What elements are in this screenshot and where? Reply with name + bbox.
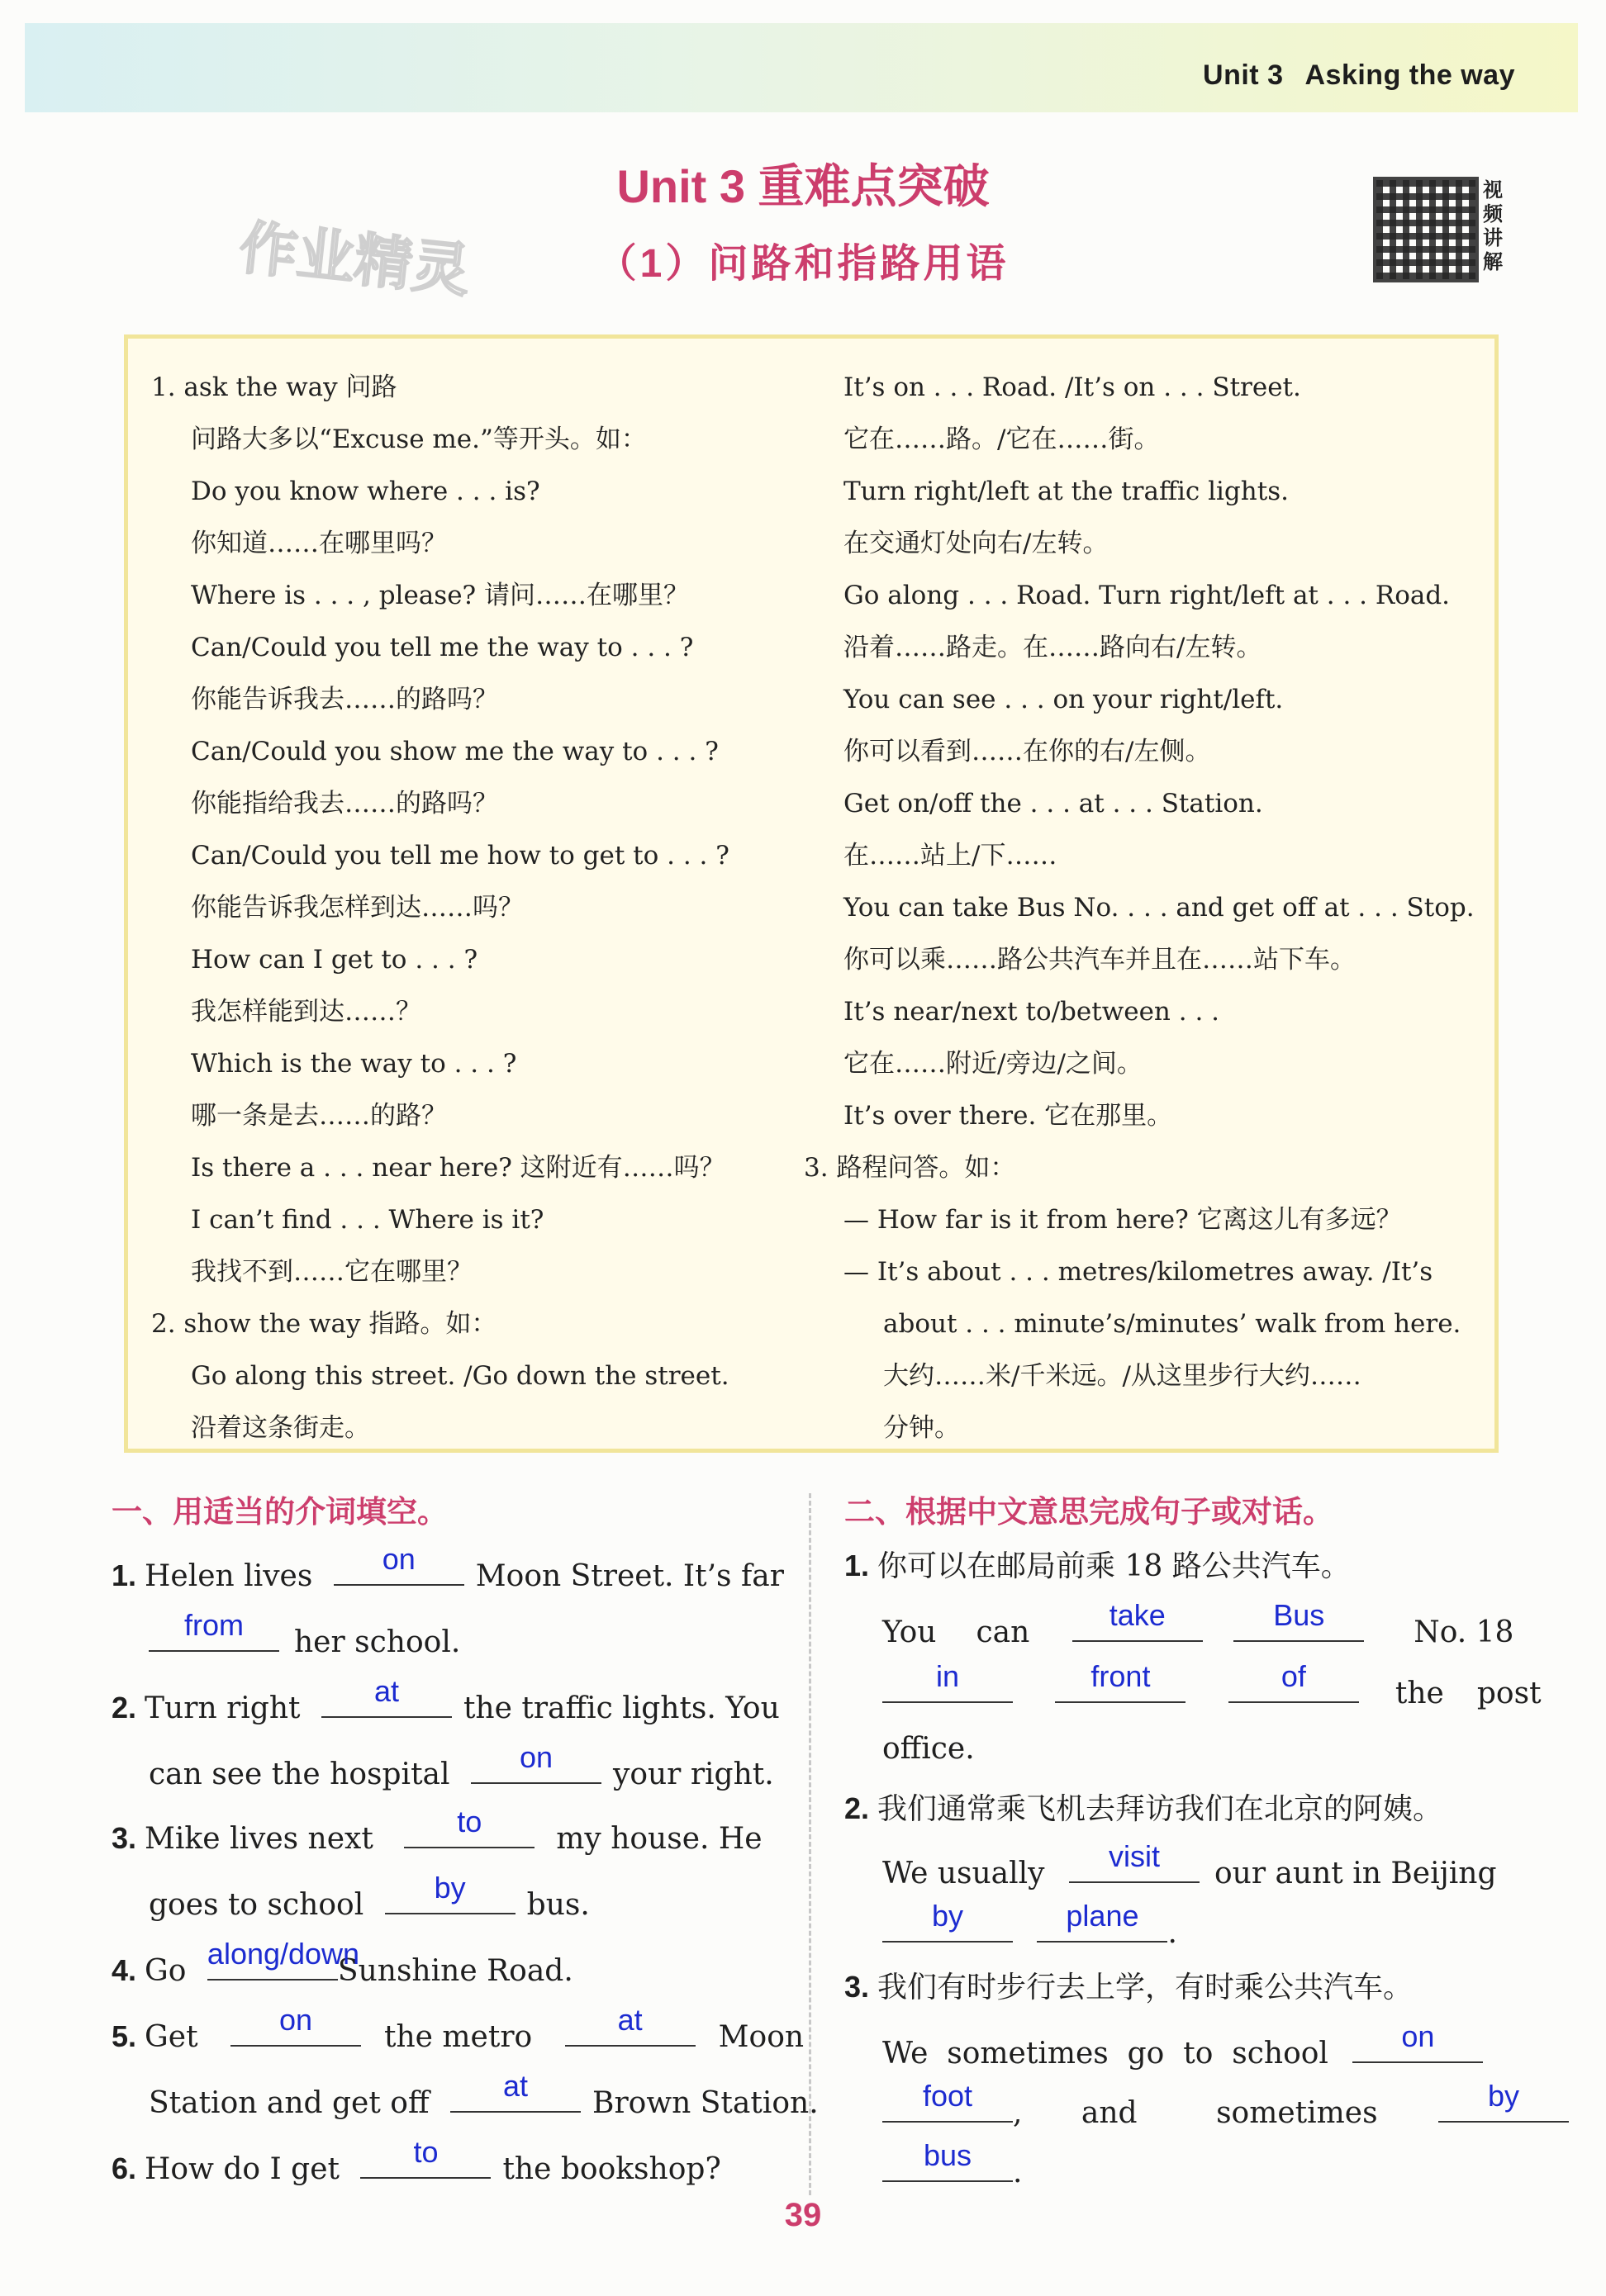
answer-blank[interactable]: by (385, 1883, 516, 1914)
box-text-line: It’s over there. 它在那里。 (843, 1101, 1173, 1131)
key-points-box (124, 334, 1499, 1453)
box-text-line: 你能告诉我怎样到达……吗？ (191, 893, 524, 923)
answer-blank[interactable]: along/down (207, 1949, 338, 1981)
answer-blank[interactable]: on (334, 1554, 464, 1586)
answer-blank[interactable]: on (230, 2015, 361, 2047)
box-text-line: 2. show the way 指路。如： (151, 1309, 497, 1339)
s2-question-3: 3. 我们有时步行去上学，有时乘公共汽车。 (844, 1970, 1414, 2004)
box-text-line: 分钟。 (883, 1413, 960, 1443)
s1-question-1-cont: from her school. (149, 1620, 460, 1659)
answer-blank[interactable]: to (404, 1817, 535, 1848)
s2-question-2-line1: We usually visit our aunt in Beijing (882, 1839, 1497, 1890)
box-text-line: 你能指给我去……的路吗？ (191, 789, 498, 818)
box-text-line: Is there a . . . near here? 这附近有……吗？ (191, 1153, 725, 1183)
page-subtitle: （1）问路和指路用语 (596, 242, 1010, 286)
box-text-line: You can take Bus No. . . . and get off at . . . Stop. (843, 893, 1475, 923)
answer-blank[interactable]: foot (882, 2091, 1013, 2123)
box-text-line: Can/Could you tell me the way to . . . ? (191, 633, 694, 662)
box-text-line: 它在……路。/它在……街。 (843, 425, 1160, 454)
s1-question-2-cont: can see the hospital on your right. (149, 1740, 774, 1791)
box-text-line: 你可以看到……在你的右/左侧。 (843, 737, 1211, 766)
box-text-line: 问路大多以“Excuse me.”等开头。如： (191, 425, 647, 454)
answer-blank[interactable]: on (471, 1753, 601, 1784)
box-text-line: 我怎样能到达……？ (191, 997, 421, 1027)
box-text-line: 1. ask the way 问路 (151, 372, 397, 402)
box-text-line: 沿着这条街走。 (191, 1413, 370, 1443)
s1-question-3-cont: goes to school by bus. (149, 1871, 590, 1922)
box-text-line: 在交通灯处向右/左转。 (843, 529, 1109, 558)
answer-blank[interactable]: by (882, 1911, 1013, 1943)
column-divider (809, 1493, 811, 2195)
box-text-line: 你知道……在哪里吗？ (191, 529, 447, 558)
answer-blank[interactable]: by (1438, 2091, 1569, 2123)
box-text-line: Get on/off the . . . at . . . Station. (843, 789, 1263, 818)
answer-blank[interactable]: from (149, 1620, 279, 1652)
answer-blank[interactable]: bus (882, 2151, 1013, 2182)
box-text-line: Do you know where . . . is? (191, 477, 540, 506)
s1-question-4: 4. Go along/down Sunshine Road. (112, 1937, 573, 1988)
box-text-line: 沿着……路走。在……路向右/左转。 (843, 633, 1262, 662)
box-right-column (804, 362, 1475, 1454)
answer-blank[interactable]: front (1055, 1672, 1185, 1703)
box-left-column (151, 362, 729, 1454)
box-text-line: — How far is it from here? 它离这儿有多远？ (843, 1205, 1402, 1235)
s1-question-2: 2. Turn right at the traffic lights. You (112, 1674, 780, 1725)
box-text-line: Turn right/left at the traffic lights. (843, 477, 1289, 506)
box-text-line: 3. 路程问答。如： (804, 1153, 1016, 1183)
answer-blank[interactable]: take (1072, 1611, 1203, 1642)
box-text-line: You can see . . . on your right/left. (843, 685, 1284, 714)
s2-question-3-line1: We sometimes go to school on (882, 2032, 1483, 2071)
box-text-line: It’s near/next to/between . . . (843, 997, 1220, 1027)
s2-question-3-line3: bus . (882, 2151, 1022, 2189)
watermark: 作业精灵 (236, 215, 473, 304)
box-text-line: 在……站上/下…… (843, 841, 1057, 870)
answer-blank[interactable]: on (1352, 2032, 1483, 2063)
page-number: 39 (784, 2197, 822, 2233)
s1-question-6: 6. How do I get to the bookshop? (112, 2135, 721, 2186)
answer-blank[interactable]: to (360, 2147, 491, 2179)
answer-blank[interactable]: visit (1069, 1852, 1200, 1883)
box-text-line: Can/Could you show me the way to . . . ? (191, 737, 719, 766)
answer-blank[interactable]: plane (1037, 1911, 1167, 1943)
box-text-line: Can/Could you tell me how to get to . . . ? (191, 841, 729, 870)
qr-video-label: 视 频 讲 解 (1483, 179, 1503, 273)
box-text-line: Go along . . . Road. Turn right/left at . . . Road. (843, 581, 1451, 610)
s2-question-1: 1. 你可以在邮局前乘 18 路公共汽车。 (844, 1549, 1351, 1583)
s2-question-2: 2. 我们通常乘飞机去拜访我们在北京的阿姨。 (844, 1791, 1443, 1826)
box-text-line: Where is . . . , please? 请问……在哪里？ (191, 581, 690, 610)
answer-blank[interactable]: in (882, 1672, 1013, 1703)
s2-question-2-line2: by plane . (882, 1911, 1177, 1950)
answer-blank[interactable]: at (321, 1686, 452, 1718)
box-text-line: 我找不到……它在哪里？ (191, 1257, 473, 1287)
header-unit-title: Unit 3 Asking the way (1203, 59, 1515, 91)
page-title: Unit 3 重难点突破 (616, 160, 990, 212)
answer-blank[interactable]: at (565, 2015, 696, 2047)
s2-question-1-line1: You can take Bus No. 18 (882, 1598, 1514, 1649)
answer-blank[interactable]: Bus (1233, 1611, 1364, 1642)
box-text-line: 哪一条是去……的路？ (191, 1101, 447, 1131)
s1-question-5: 5. Get on the metro at Moon (112, 2003, 805, 2054)
box-text-line: 大约……米/千米远。/从这里步行大约…… (883, 1361, 1361, 1391)
box-text-line: 你能告诉我去……的路吗？ (191, 685, 498, 714)
box-text-line: It’s on . . . Road. /It’s on . . . Street. (843, 372, 1301, 402)
box-text-line: — It’s about . . . metres/kilometres away. /It’s (843, 1257, 1433, 1287)
s2-question-3-line2: foot , and sometimes by (882, 2091, 1569, 2130)
box-text-line: 你可以乘……路公共汽车并且在……站下车。 (843, 945, 1356, 975)
qr-code[interactable] (1373, 177, 1479, 282)
s2-question-1-line3: office. (882, 1732, 975, 1766)
section2-title: 二、根据中文意思完成句子或对话。 (844, 1495, 1333, 1529)
s1-question-1: 1. Helen lives on Moon Street. It’s far (112, 1542, 784, 1593)
s1-question-3: 3. Mike lives next to my house. He (112, 1805, 763, 1856)
answer-blank[interactable]: at (450, 2081, 581, 2113)
section1-title: 一、用适当的介词填空。 (112, 1495, 448, 1529)
s2-question-1-line2: in front of the post (882, 1672, 1542, 1710)
box-text-line: 它在……附近/旁边/之间。 (843, 1049, 1143, 1079)
box-text-line: How can I get to . . . ? (191, 945, 478, 975)
s1-question-5-cont: Station and get off at Brown Station. (149, 2069, 819, 2120)
box-text-line: Go along this street. /Go down the street. (191, 1361, 729, 1391)
box-text-line: Which is the way to . . . ? (191, 1049, 517, 1079)
box-text-line: I can’t find . . . Where is it? (191, 1205, 544, 1235)
answer-blank[interactable]: of (1228, 1672, 1359, 1703)
box-text-line: about . . . minute’s/minutes’ walk from here. (883, 1309, 1461, 1339)
